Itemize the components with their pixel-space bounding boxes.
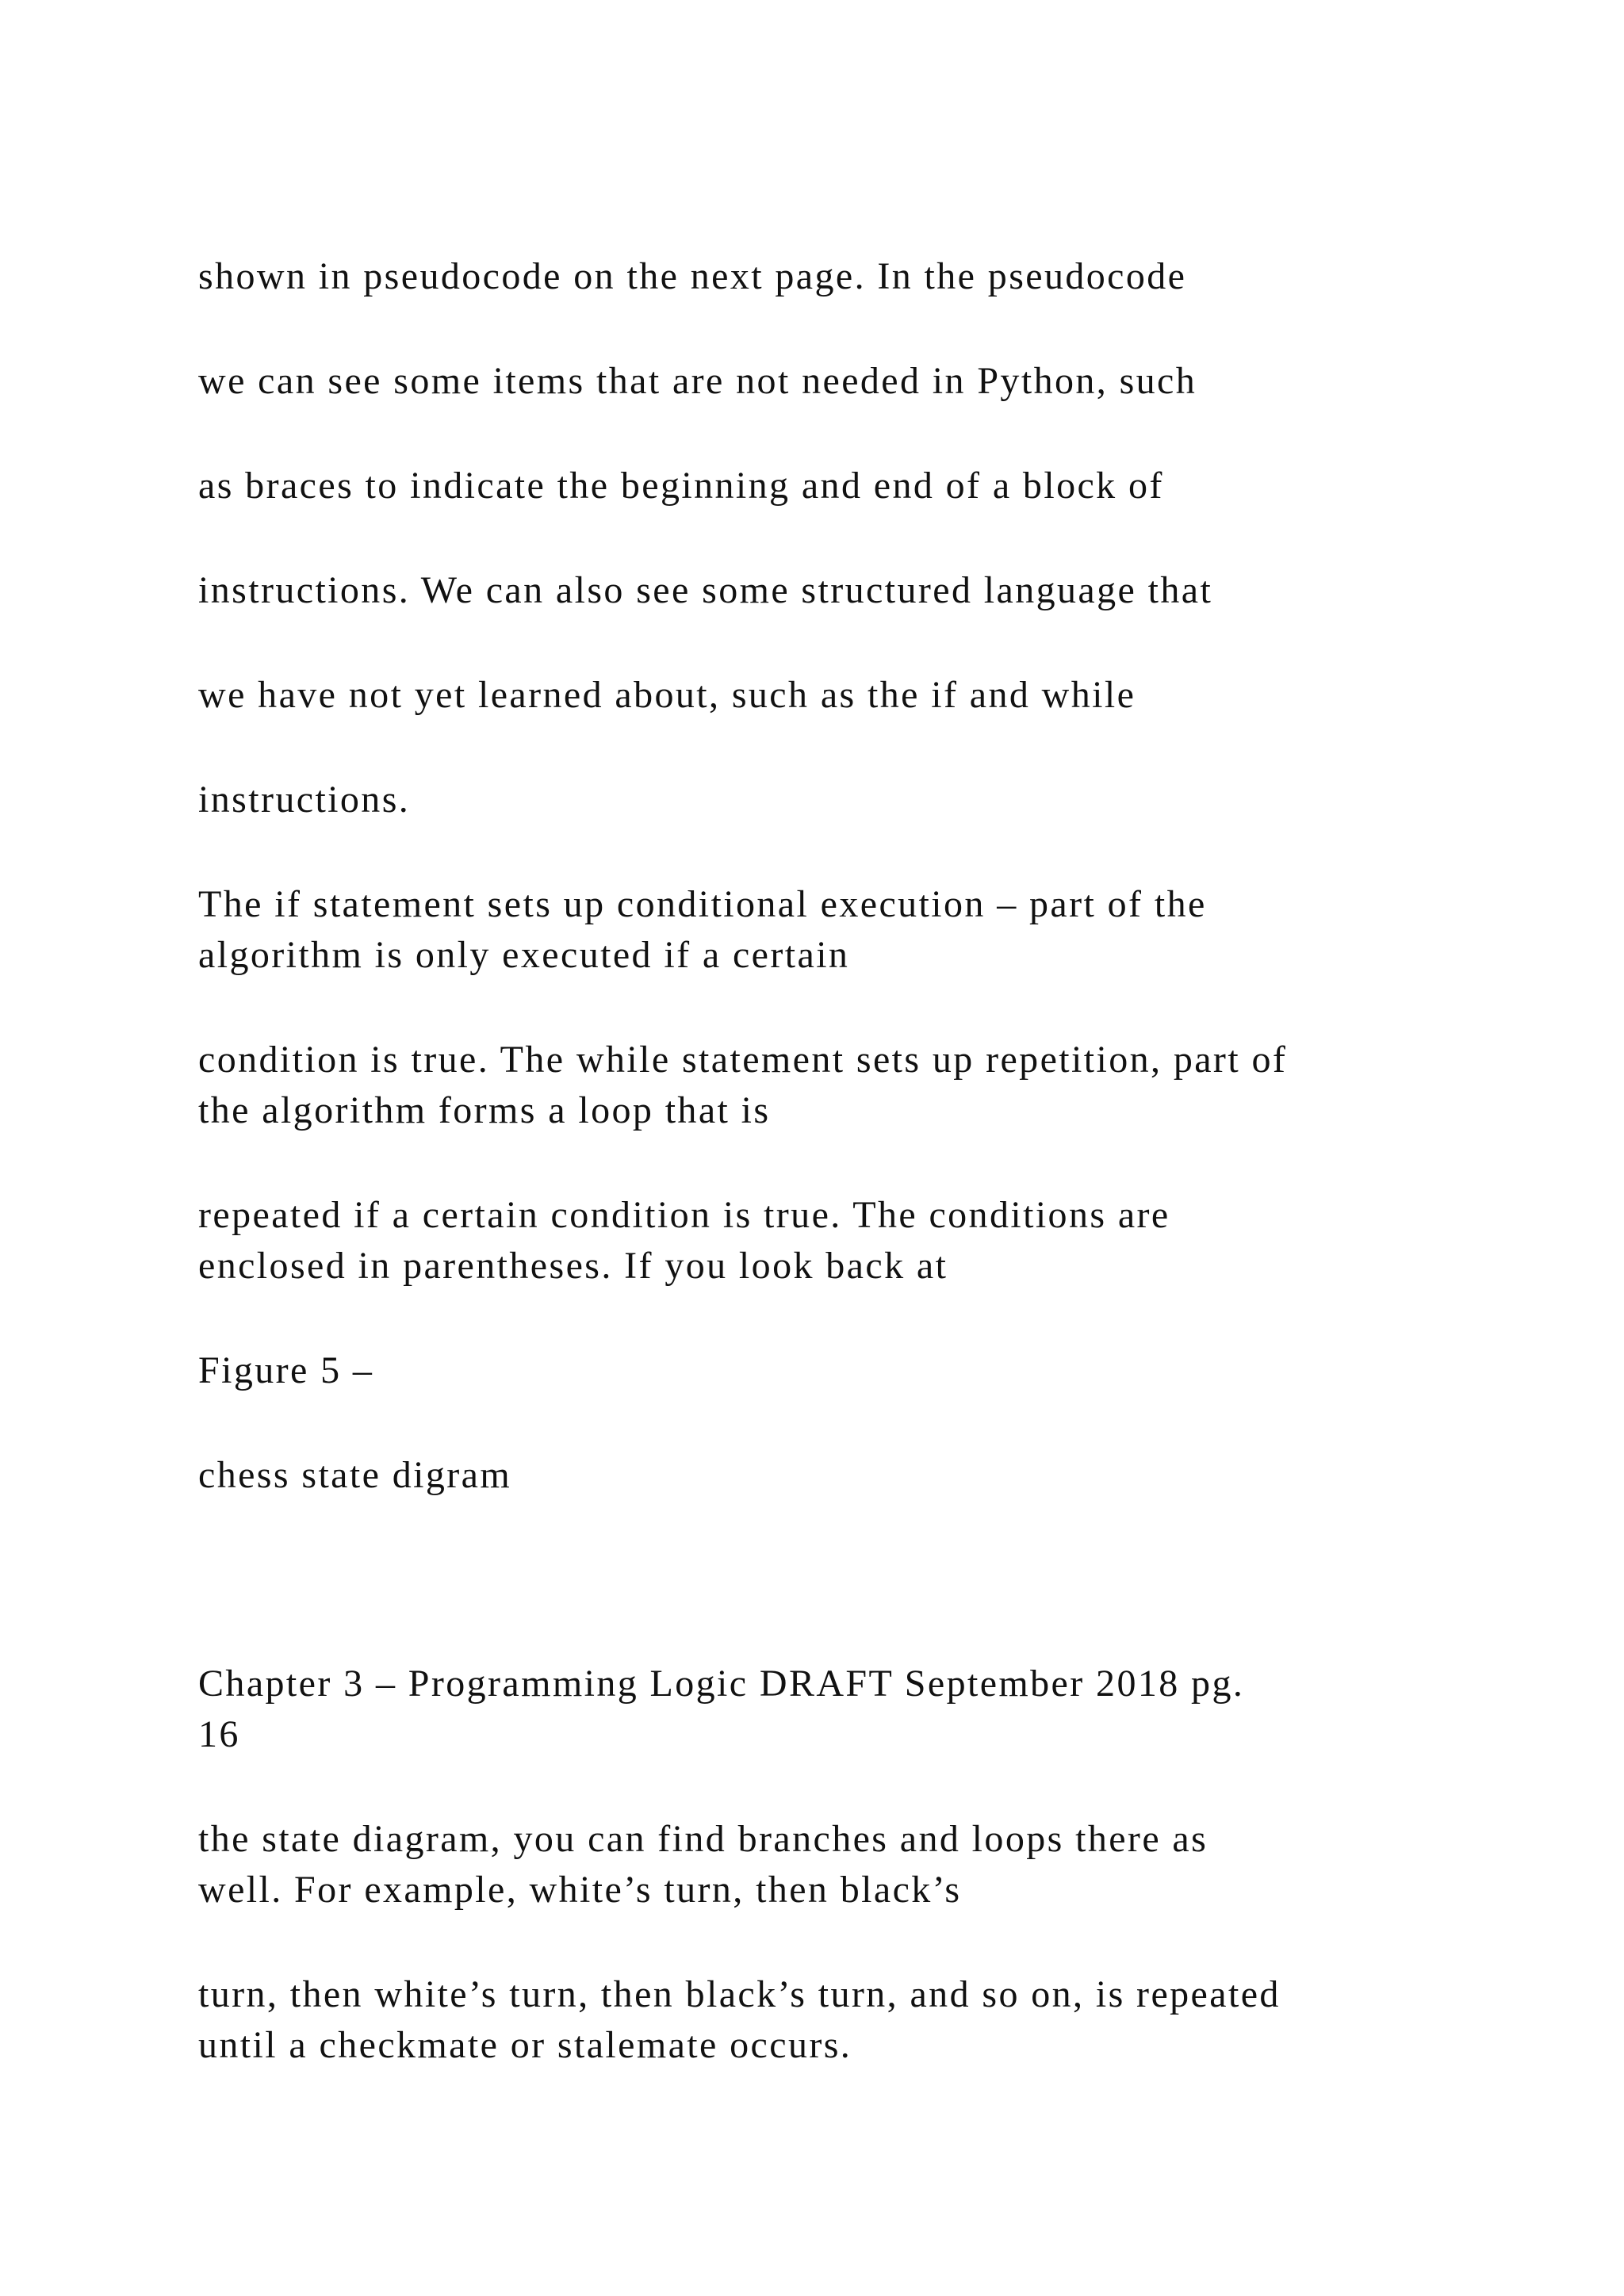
figure-caption: chess state digram: [198, 1454, 512, 1496]
text-line: we have not yet learned about, such as the if and while: [198, 674, 1136, 716]
text-line: The if statement sets up conditional execution – part of the: [198, 883, 1207, 925]
text-line: well. For example, white’s turn, then black’s: [198, 1869, 962, 1911]
text-line: the algorithm forms a loop that is: [198, 1089, 771, 1131]
page-number: 16: [198, 1713, 240, 1755]
text-line: algorithm is only executed if a certain: [198, 934, 850, 976]
text-line: repeated if a certain condition is true. The conditions are: [198, 1194, 1170, 1236]
text-line: until a checkmate or stalemate occurs.: [198, 2024, 852, 2066]
text-line: we can see some items that are not needed in Python, such: [198, 360, 1197, 402]
text-line: condition is true. The while statement sets up repetition, part of: [198, 1039, 1288, 1081]
text-line: instructions.: [198, 779, 411, 821]
text-line: the state diagram, you can find branches and loops there as: [198, 1818, 1208, 1860]
text-line: turn, then white’s turn, then black’s turn, and so on, is repeated: [198, 1973, 1281, 2015]
text-line: instructions. We can also see some structured language that: [198, 569, 1213, 611]
text-line: as braces to indicate the beginning and end of a block of: [198, 465, 1164, 507]
text-line: enclosed in parentheses. If you look back at: [198, 1245, 948, 1287]
figure-caption: Figure 5 –: [198, 1349, 374, 1391]
text-line: shown in pseudocode on the next page. In the pseudocode: [198, 255, 1187, 297]
page-footer: Chapter 3 – Programming Logic DRAFT September 2018 pg.: [198, 1663, 1245, 1705]
